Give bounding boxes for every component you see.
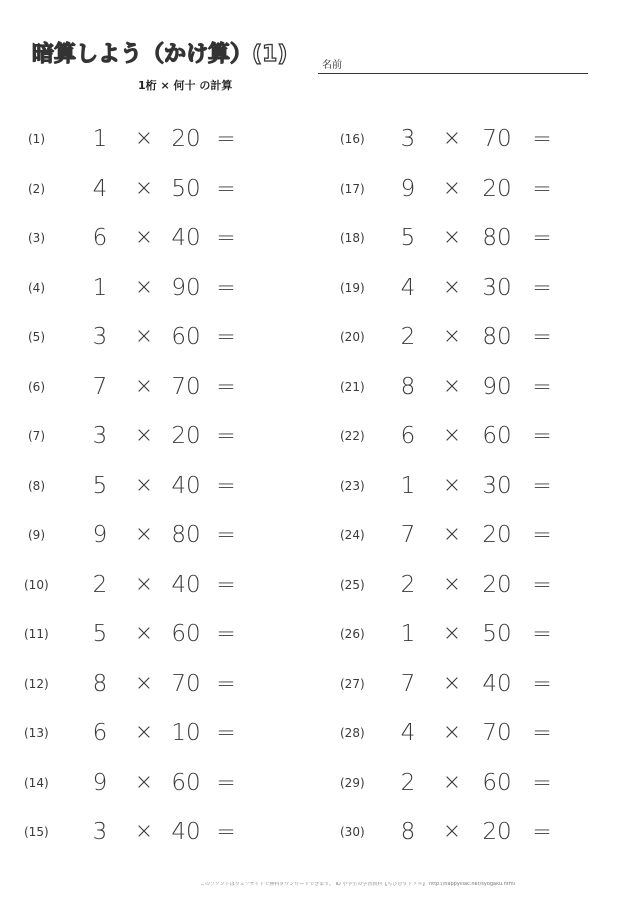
problem-row	[340, 669, 600, 699]
operand-a: 1	[92, 126, 108, 152]
problem-number: (1)	[28, 132, 45, 146]
multiply-sign: ×	[442, 720, 462, 745]
problem-row	[340, 619, 600, 649]
multiply-sign: ×	[134, 769, 154, 795]
worksheet-subtitle: 1桁 × 何十 の計算	[138, 79, 233, 92]
operand-b: 20	[171, 423, 201, 449]
operand-a: 3	[92, 423, 108, 449]
operand-a: 7	[400, 522, 416, 548]
problem-number: (14)	[24, 775, 49, 790]
problem-row	[24, 570, 284, 600]
problem-row	[24, 619, 284, 649]
multiply-sign: ×	[442, 324, 462, 349]
equals-sign: =	[216, 175, 236, 202]
operand-a: 1	[400, 621, 416, 647]
equals-sign: =	[532, 423, 552, 449]
multiply-sign: ×	[134, 175, 154, 201]
multiply-sign: ×	[134, 670, 154, 696]
operand-b: 70	[482, 720, 512, 746]
operand-a: 5	[92, 621, 108, 647]
problem-row	[28, 322, 288, 352]
operand-b: 60	[482, 769, 512, 796]
multiply-sign: ×	[442, 571, 462, 597]
operand-a: 2	[92, 571, 108, 598]
equals-sign: =	[216, 324, 236, 350]
operand-a: 6	[92, 720, 108, 746]
problem-number: (20)	[340, 330, 365, 344]
equals-sign: =	[532, 522, 552, 548]
problem-row	[340, 471, 600, 501]
problem-number: (8)	[28, 478, 45, 493]
equals-sign: =	[216, 621, 236, 647]
problem-row	[340, 322, 600, 352]
operand-b: 60	[171, 324, 201, 350]
multiply-sign: ×	[442, 769, 462, 795]
operand-b: 40	[171, 571, 201, 598]
problem-row	[24, 817, 284, 847]
multiply-sign: ×	[134, 373, 154, 399]
operand-a: 4	[400, 720, 416, 746]
multiply-sign: ×	[134, 423, 154, 448]
equals-sign: =	[216, 670, 236, 697]
worksheet-title: 暗算しよう（かけ算）(1)	[32, 42, 288, 67]
multiply-sign: ×	[134, 126, 154, 151]
operand-a: 9	[92, 522, 108, 548]
multiply-sign: ×	[442, 274, 462, 300]
problem-row	[28, 421, 288, 451]
problem-number: (5)	[28, 330, 45, 344]
problem-row	[24, 669, 284, 699]
problem-row	[340, 372, 600, 402]
equals-sign: =	[532, 769, 552, 796]
problem-number: (24)	[340, 528, 365, 542]
name-write-line	[318, 73, 588, 74]
problem-number: (13)	[24, 726, 49, 740]
operand-a: 8	[400, 373, 416, 400]
multiply-sign: ×	[442, 472, 462, 498]
multiply-sign: ×	[134, 571, 154, 597]
operand-b: 20	[482, 571, 512, 598]
equals-sign: =	[532, 225, 552, 251]
multiply-sign: ×	[442, 175, 462, 201]
problem-number: (27)	[340, 676, 365, 691]
problem-number: (23)	[340, 478, 365, 493]
problem-number: (11)	[24, 627, 49, 641]
operand-a: 1	[400, 472, 416, 499]
operand-a: 5	[92, 472, 108, 499]
multiply-sign: ×	[134, 621, 154, 646]
operand-b: 80	[171, 522, 201, 548]
name-label: 名前	[322, 60, 342, 71]
equals-sign: =	[532, 571, 552, 598]
problem-row	[340, 570, 600, 600]
multiply-sign: ×	[134, 324, 154, 349]
operand-b: 90	[171, 274, 201, 301]
problem-number: (30)	[340, 825, 365, 839]
problem-number: (28)	[340, 726, 365, 740]
problem-row	[340, 124, 600, 154]
problem-row	[28, 520, 288, 550]
operand-a: 4	[400, 274, 416, 301]
operand-a: 9	[92, 769, 108, 796]
problem-number: (22)	[340, 429, 365, 443]
multiply-sign: ×	[134, 472, 154, 498]
equals-sign: =	[216, 720, 236, 746]
operand-a: 2	[400, 571, 416, 598]
equals-sign: =	[532, 621, 552, 647]
problem-number: (19)	[340, 280, 365, 295]
operand-b: 60	[171, 621, 201, 647]
problem-row	[340, 520, 600, 550]
operand-b: 60	[171, 769, 201, 796]
problem-row	[340, 718, 600, 748]
operand-a: 6	[400, 423, 416, 449]
problem-row	[28, 372, 288, 402]
equals-sign: =	[216, 571, 236, 598]
equals-sign: =	[216, 423, 236, 449]
equals-sign: =	[532, 175, 552, 202]
equals-sign: =	[216, 819, 236, 845]
multiply-sign: ×	[134, 819, 154, 844]
operand-a: 1	[92, 274, 108, 301]
multiply-sign: ×	[442, 621, 462, 646]
operand-b: 40	[171, 819, 201, 845]
operand-b: 80	[482, 324, 512, 350]
footer-credit: このプリントはウェブサイトで無料ダウンロードできます。 ID 小学生の学習教材【ちびむすドリル】 http://happylilac.net/syogaku.html	[200, 882, 516, 887]
operand-b: 30	[482, 274, 512, 301]
operand-a: 2	[400, 324, 416, 350]
problem-row	[28, 273, 288, 303]
problem-number: (2)	[28, 181, 45, 196]
problem-number: (26)	[340, 627, 365, 641]
multiply-sign: ×	[442, 126, 462, 151]
problem-number: (21)	[340, 379, 365, 394]
equals-sign: =	[216, 126, 236, 152]
problem-number: (9)	[28, 528, 45, 542]
operand-b: 40	[171, 225, 201, 251]
operand-a: 6	[92, 225, 108, 251]
operand-b: 80	[482, 225, 512, 251]
problem-number: (3)	[28, 231, 45, 245]
equals-sign: =	[216, 522, 236, 548]
operand-b: 90	[482, 373, 512, 400]
operand-b: 30	[482, 472, 512, 499]
equals-sign: =	[532, 274, 552, 301]
equals-sign: =	[216, 373, 236, 400]
problem-row	[28, 174, 288, 204]
problem-number: (18)	[340, 231, 365, 245]
operand-a: 3	[92, 819, 108, 845]
equals-sign: =	[216, 472, 236, 499]
problem-number: (10)	[24, 577, 49, 592]
operand-b: 40	[171, 472, 201, 499]
operand-b: 50	[482, 621, 512, 647]
operand-b: 60	[482, 423, 512, 449]
multiply-sign: ×	[442, 670, 462, 696]
operand-a: 3	[400, 126, 416, 152]
equals-sign: =	[216, 225, 236, 251]
problem-row	[24, 718, 284, 748]
operand-a: 3	[92, 324, 108, 350]
equals-sign: =	[532, 720, 552, 746]
multiply-sign: ×	[134, 274, 154, 300]
problem-row	[340, 223, 600, 253]
problem-row	[28, 124, 288, 154]
problem-number: (15)	[24, 825, 49, 839]
problem-number: (7)	[28, 429, 45, 443]
problem-number: (29)	[340, 775, 365, 790]
operand-a: 4	[92, 175, 108, 202]
problem-number: (4)	[28, 280, 45, 295]
equals-sign: =	[532, 324, 552, 350]
equals-sign: =	[216, 274, 236, 301]
problem-number: (17)	[340, 181, 365, 196]
equals-sign: =	[532, 472, 552, 499]
equals-sign: =	[532, 819, 552, 845]
problem-row	[340, 421, 600, 451]
problem-row	[28, 471, 288, 501]
operand-b: 20	[482, 175, 512, 202]
operand-a: 7	[92, 373, 108, 400]
operand-a: 7	[400, 670, 416, 697]
problem-number: (12)	[24, 676, 49, 691]
equals-sign: =	[532, 373, 552, 400]
operand-b: 10	[171, 720, 201, 746]
operand-a: 9	[400, 175, 416, 202]
multiply-sign: ×	[442, 225, 462, 250]
operand-b: 20	[482, 522, 512, 548]
operand-a: 8	[92, 670, 108, 697]
problem-number: (16)	[340, 132, 365, 146]
problem-row	[340, 174, 600, 204]
operand-b: 50	[171, 175, 201, 202]
multiply-sign: ×	[134, 720, 154, 745]
problem-row	[340, 817, 600, 847]
multiply-sign: ×	[134, 225, 154, 250]
operand-b: 70	[171, 670, 201, 697]
equals-sign: =	[216, 769, 236, 796]
operand-a: 5	[400, 225, 416, 251]
problem-row	[28, 223, 288, 253]
equals-sign: =	[532, 126, 552, 152]
operand-b: 20	[171, 126, 201, 152]
problem-row	[340, 273, 600, 303]
operand-a: 2	[400, 769, 416, 796]
problem-number: (25)	[340, 577, 365, 592]
multiply-sign: ×	[442, 819, 462, 844]
operand-b: 40	[482, 670, 512, 697]
problem-number: (6)	[28, 379, 45, 394]
multiply-sign: ×	[442, 373, 462, 399]
operand-b: 70	[482, 126, 512, 152]
operand-b: 70	[171, 373, 201, 400]
problem-row	[340, 768, 600, 798]
multiply-sign: ×	[442, 522, 462, 547]
operand-a: 8	[400, 819, 416, 845]
problem-row	[24, 768, 284, 798]
multiply-sign: ×	[442, 423, 462, 448]
operand-b: 20	[482, 819, 512, 845]
equals-sign: =	[532, 670, 552, 697]
multiply-sign: ×	[134, 522, 154, 547]
